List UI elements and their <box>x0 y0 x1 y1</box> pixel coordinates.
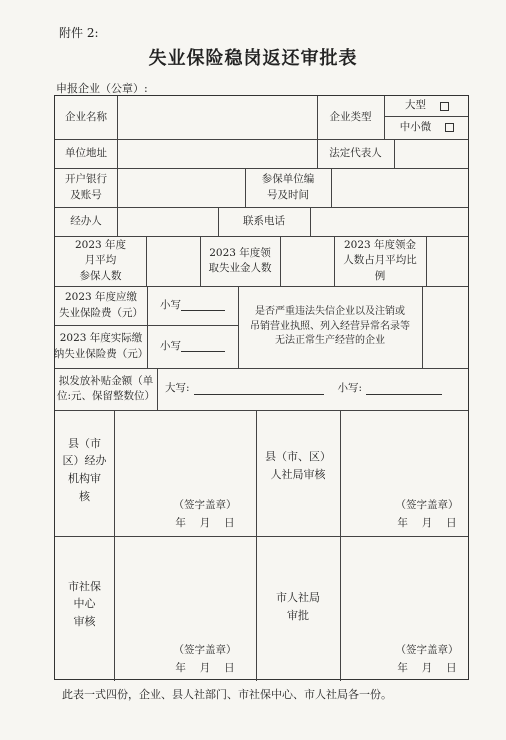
county-bureau-line-1: 县（市、区） <box>265 450 331 464</box>
uppercase-blank[interactable] <box>194 384 324 395</box>
city-bureau-seal: （签字盖章） <box>395 644 459 657</box>
city-bureau-line-1: 市人社局 <box>276 591 320 605</box>
type-large-option[interactable] <box>384 96 470 116</box>
insured-line-2: 号及时间 <box>267 188 309 201</box>
county-agency-line-3: 机构审 <box>68 472 101 485</box>
subsidy-amount-fields[interactable] <box>165 368 470 410</box>
insured-unit-label <box>245 168 331 207</box>
uppercase-label: 大写: <box>165 382 190 395</box>
city-center-line-1: 市社保 <box>68 579 101 593</box>
due-lowercase-field[interactable] <box>147 286 238 325</box>
attachment-label: 附件 2: <box>59 26 99 40</box>
footer-note: 此表一式四份，企业、县人社部门、市社保中心、市人社局各一份。 <box>62 688 392 701</box>
bank-line-2: 及账号 <box>70 188 102 201</box>
receivers-label <box>200 236 280 286</box>
legal-rep-label: 法定代表人 <box>329 146 382 159</box>
phone-label: 联系电话 <box>243 214 285 227</box>
avg-line-3: 参保人数 <box>79 269 122 282</box>
city-center-label <box>55 574 114 634</box>
due-lowercase-label: 小写 <box>160 298 181 311</box>
paid-lowercase-blank[interactable] <box>181 341 225 352</box>
due-line-1: 2023 年度应缴 <box>64 291 138 304</box>
paid-line-1: 2023 年度实际缴 <box>59 332 143 345</box>
county-agency-line-1: 县（市 <box>68 436 101 450</box>
trust-question-label <box>238 286 422 368</box>
subsidy-line-2: 位:元、保留整数位） <box>56 390 156 402</box>
city-center-line-2: 中心 <box>73 597 96 611</box>
type-sme-option[interactable] <box>384 116 470 139</box>
subsidy-amount-label <box>55 368 157 410</box>
ratio-line-3: 例 <box>374 269 386 282</box>
company-name-label: 企业名称 <box>65 110 107 123</box>
paid-lowercase-field[interactable] <box>147 325 238 368</box>
avg-line-1: 2023 年度 <box>74 239 127 252</box>
paid-line-2: 纳失业保险费（元） <box>53 347 149 360</box>
county-bureau-date: 年 月 日 <box>397 517 457 530</box>
city-bureau-line-2: 审批 <box>287 609 309 622</box>
county-agency-line-4: 核 <box>79 489 90 503</box>
trust-line-2: 吊销营业执照、列入经营异常名录等 <box>250 320 410 332</box>
applicant-label: 申报企业（公章）: <box>56 82 148 95</box>
avg-line-2: 月平均 <box>84 254 117 267</box>
trust-line-3: 无法正常生产经营的企业 <box>275 335 385 347</box>
city-center-seal: （签字盖章） <box>173 644 237 657</box>
handler-label: 经办人 <box>70 214 102 227</box>
checkbox-sme[interactable] <box>445 123 454 132</box>
receivers-line-1: 2023 年度领 <box>209 246 271 259</box>
bank-line-1: 开户银行 <box>65 173 107 186</box>
paid-lowercase-label: 小写 <box>160 339 181 352</box>
company-type-label: 企业类型 <box>329 110 372 123</box>
county-bureau-seal: （签字盖章） <box>395 499 459 512</box>
trust-line-1: 是否严重违法失信企业以及注销或 <box>255 306 405 318</box>
city-bureau-date: 年 月 日 <box>397 662 457 675</box>
avg-insured-label <box>55 236 146 286</box>
approval-form-table <box>54 95 469 680</box>
subsidy-line-1: 拟发放补贴金额（单 <box>58 374 154 387</box>
lowercase-label: 小写: <box>337 382 363 395</box>
ratio-line-2: 人数占月平均比 <box>343 254 417 267</box>
address-label: 单位地址 <box>65 146 107 159</box>
city-center-date: 年 月 日 <box>175 662 235 675</box>
lowercase-blank[interactable] <box>366 384 442 395</box>
form-title: 失业保险稳岗返还审批表 <box>148 48 358 69</box>
county-agency-label <box>55 426 114 514</box>
county-bureau-line-2: 人社局审核 <box>270 468 326 481</box>
city-center-line-3: 审核 <box>73 614 96 628</box>
due-lowercase-blank[interactable] <box>181 300 225 311</box>
county-agency-line-2: 区）经办 <box>62 454 107 468</box>
due-line-2: 失业保险费（元） <box>59 306 143 319</box>
type-sme-label: 中小微 <box>399 120 432 133</box>
bank-account-label <box>55 168 117 207</box>
county-bureau-label <box>256 448 340 484</box>
checkbox-large[interactable] <box>440 102 449 111</box>
ratio-line-1: 2023 年度领金 <box>343 239 417 252</box>
receivers-line-2: 取失业金人数 <box>208 262 272 274</box>
county-agency-seal: （签字盖章） <box>173 499 237 512</box>
county-agency-date: 年 月 日 <box>175 517 235 530</box>
due-premium-label <box>55 286 147 325</box>
type-large-label: 大型 <box>405 99 426 112</box>
insured-line-1: 参保单位编 <box>261 173 315 186</box>
paid-premium-label <box>55 325 147 368</box>
ratio-label <box>334 236 426 286</box>
city-bureau-label <box>256 589 340 625</box>
